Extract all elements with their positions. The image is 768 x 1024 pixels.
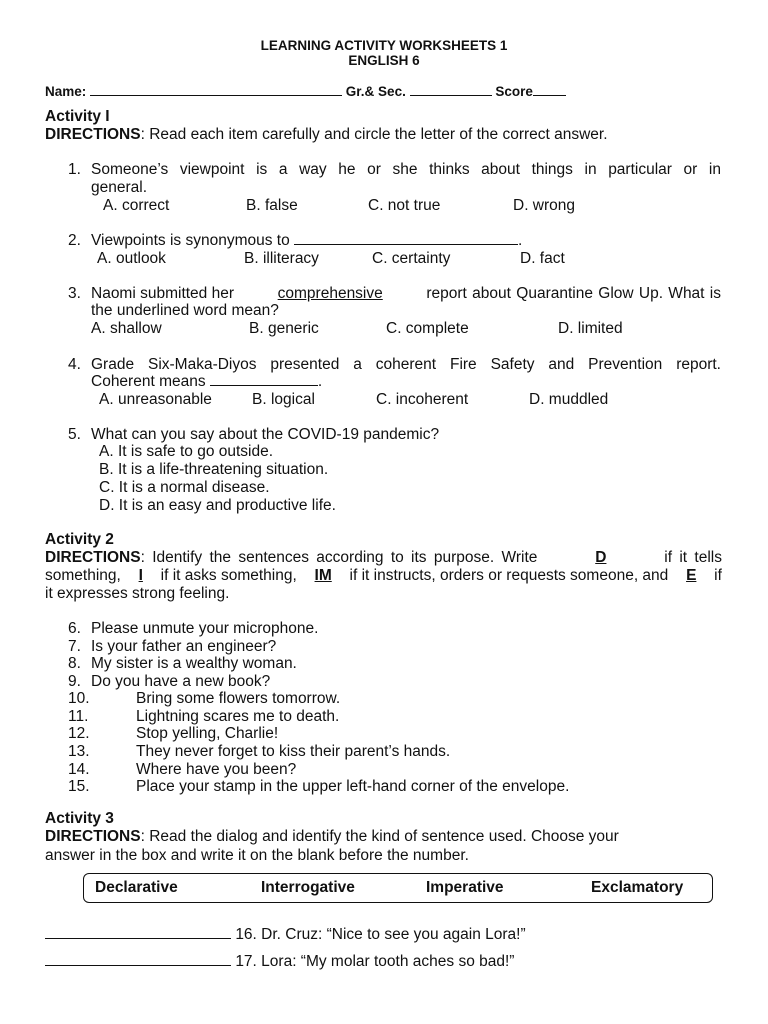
- q4-option-c[interactable]: C. incoherent: [376, 391, 469, 408]
- q1-line2: general.: [91, 179, 148, 196]
- choice-interrogative: Interrogative: [261, 879, 355, 896]
- code-d: D: [595, 549, 607, 566]
- code-im: IM: [314, 567, 332, 584]
- q1-number: 1.: [68, 161, 81, 178]
- q4-option-b[interactable]: B. logical: [252, 391, 315, 408]
- activity2-directions-line2: [45, 567, 722, 585]
- list-item-number: 7.: [68, 638, 81, 655]
- q1-option-c[interactable]: C. not true: [368, 197, 441, 214]
- activity3-directions-line2: answer in the box and write it on the blank before the number.: [45, 847, 469, 864]
- list-item: Bring some flowers tomorrow.: [136, 690, 341, 707]
- grade-section-label: Gr.& Sec.: [345, 84, 406, 99]
- a3-line1: : Read the dialog and identify the kind of sentence used. Choose your: [140, 828, 619, 845]
- list-item-number: 6.: [68, 620, 81, 637]
- a2-line2-d: if: [714, 567, 722, 584]
- score-blank[interactable]: [533, 83, 566, 96]
- activity1-title: Activity I: [45, 108, 110, 125]
- q4-line2: [91, 373, 322, 391]
- list-item: Do you have a new book?: [91, 673, 271, 690]
- q3-line2: the underlined word mean?: [91, 302, 279, 319]
- name-row: [45, 83, 566, 99]
- q5-option-c[interactable]: C. It is a normal disease.: [99, 479, 270, 496]
- choice-declarative: Declarative: [95, 879, 178, 896]
- q4-stem: Coherent means: [91, 373, 206, 390]
- q4-blank[interactable]: [210, 373, 318, 386]
- a2-line1-b: if it tells: [664, 549, 722, 566]
- q5-number: 5.: [68, 426, 81, 443]
- directions-text: : Read each item carefully and circle the letter of the correct answer.: [140, 126, 608, 143]
- directions-label: DIRECTIONS: [45, 126, 141, 143]
- q2-option-b[interactable]: B. illiteracy: [244, 250, 319, 267]
- list-item: My sister is a wealthy woman.: [91, 655, 297, 672]
- dialog-item-17: [45, 953, 514, 971]
- a2-line2-b: if it asks something,: [160, 567, 297, 584]
- a2-line2-a: something,: [45, 567, 121, 584]
- code-e: E: [686, 567, 697, 584]
- q5-option-d[interactable]: D. It is an easy and productive life.: [99, 497, 336, 514]
- q5-option-b[interactable]: B. It is a life-threatening situation.: [99, 461, 329, 478]
- dialog-text-17: 17. Lora: “My molar tooth aches so bad!”: [235, 953, 515, 970]
- q2-period: .: [518, 232, 523, 249]
- q1-option-a[interactable]: A. correct: [103, 197, 170, 214]
- dialog-item-16: [45, 926, 526, 944]
- activity2-title: Activity 2: [45, 531, 114, 548]
- q2-number: 2.: [68, 232, 81, 249]
- list-item-number: 15.: [68, 778, 90, 795]
- choice-imperative: Imperative: [426, 879, 504, 896]
- q2-option-a[interactable]: A. outlook: [97, 250, 166, 267]
- q4-option-d[interactable]: D. muddled: [529, 391, 609, 408]
- name-label: Name:: [45, 84, 87, 99]
- q2-option-d[interactable]: D. fact: [520, 250, 565, 267]
- list-item-number: 12.: [68, 725, 90, 742]
- list-item-number: 14.: [68, 761, 90, 778]
- list-item: Place your stamp in the upper left-hand corner of the envelope.: [136, 778, 570, 795]
- name-blank[interactable]: [90, 83, 342, 96]
- list-item: Stop yelling, Charlie!: [136, 725, 279, 742]
- q3-option-b[interactable]: B. generic: [249, 320, 319, 337]
- q3-option-d[interactable]: D. limited: [558, 320, 623, 337]
- directions-label: DIRECTIONS: [45, 828, 141, 845]
- code-i: I: [138, 567, 143, 584]
- a2-line2-c: if it instructs, orders or requests someone, and: [349, 567, 669, 584]
- list-item: Where have you been?: [136, 761, 297, 778]
- q3-underlined-word: comprehensive: [277, 285, 383, 302]
- grade-section-blank[interactable]: [410, 83, 492, 96]
- q3-option-a[interactable]: A. shallow: [91, 320, 162, 337]
- list-item: Lightning scares me to death.: [136, 708, 340, 725]
- list-item-number: 10.: [68, 690, 90, 707]
- worksheet-title: LEARNING ACTIVITY WORKSHEETS 1: [260, 38, 508, 53]
- choices-box: [83, 873, 713, 903]
- list-item-number: 11.: [68, 708, 89, 725]
- q3-pre: Naomi submitted her: [91, 285, 235, 302]
- activity3-title: Activity 3: [45, 810, 114, 827]
- q1-line1: Someone’s viewpoint is a way he or she thinks about things in particular or in: [91, 161, 721, 178]
- list-item: They never forget to kiss their parent’s hands.: [136, 743, 451, 760]
- q2-blank[interactable]: [294, 232, 518, 245]
- q2-text: [91, 232, 522, 250]
- q1-option-b[interactable]: B. false: [246, 197, 298, 214]
- q3-post: report about Quarantine Glow Up. What is: [426, 285, 721, 302]
- q3-option-c[interactable]: C. complete: [386, 320, 469, 337]
- directions-label: DIRECTIONS: [45, 549, 141, 566]
- q4-option-a[interactable]: A. unreasonable: [99, 391, 212, 408]
- q4-number: 4.: [68, 356, 81, 373]
- answer-blank-17[interactable]: [45, 953, 231, 966]
- a2-line1-a: : Identify the sentences according to its purpose. Write: [140, 549, 538, 566]
- activity3-directions-line1: [45, 828, 619, 846]
- q5-option-a[interactable]: A. It is safe to go outside.: [99, 443, 274, 460]
- activity2-directions-line1: [45, 549, 722, 567]
- q1-option-d[interactable]: D. wrong: [513, 197, 576, 214]
- q5-text: What can you say about the COVID-19 pandemic?: [91, 426, 440, 443]
- score-label: Score: [495, 84, 533, 99]
- q3-line1: [91, 285, 721, 303]
- activity1-directions: [45, 126, 608, 144]
- dialog-text-16: 16. Dr. Cruz: “Nice to see you again Lora!”: [235, 926, 526, 943]
- q4-line1: Grade Six-Maka-Diyos presented a coherent Fire Safety and Prevention report.: [91, 356, 721, 373]
- list-item: Please unmute your microphone.: [91, 620, 319, 637]
- answer-blank-16[interactable]: [45, 926, 231, 939]
- list-item-number: 13.: [68, 743, 90, 760]
- list-item: Is your father an engineer?: [91, 638, 277, 655]
- q4-period: .: [317, 373, 323, 390]
- list-item-number: 9.: [68, 673, 81, 690]
- activity2-directions-line3: it expresses strong feeling.: [45, 585, 230, 602]
- worksheet-subject: ENGLISH 6: [348, 53, 420, 68]
- q2-stem: Viewpoints is synonymous to: [91, 232, 290, 249]
- list-item-number: 8.: [68, 655, 81, 672]
- q3-number: 3.: [68, 285, 81, 302]
- q2-option-c[interactable]: C. certainty: [372, 250, 451, 267]
- choice-exclamatory: Exclamatory: [591, 879, 684, 896]
